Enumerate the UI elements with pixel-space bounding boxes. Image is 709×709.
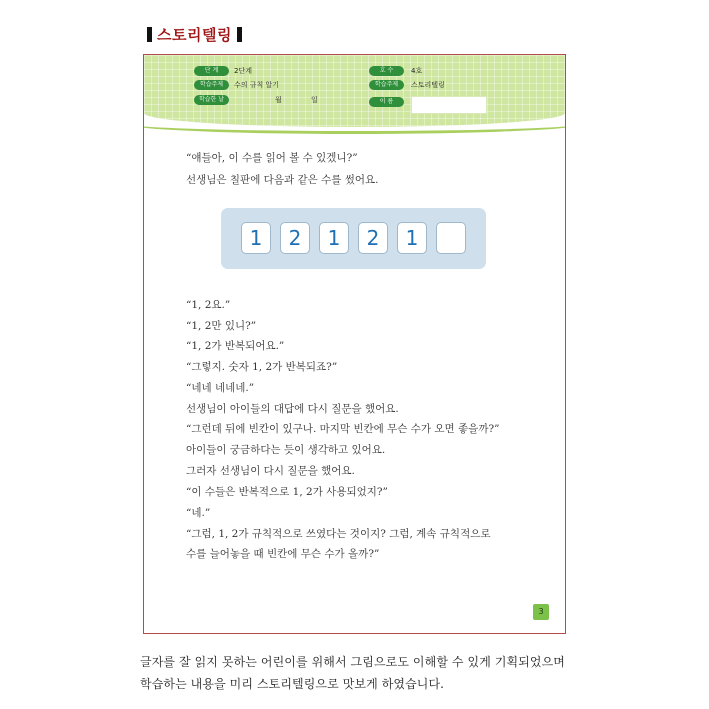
number-box-blank bbox=[436, 222, 466, 254]
number-box: 1 bbox=[397, 222, 427, 254]
dialogue-line: 아이들이 궁금하다는 듯이 생각하고 있어요. bbox=[186, 444, 386, 456]
dialogue-line: 선생님이 아이들의 대답에 다시 질문을 했어요. bbox=[186, 403, 399, 415]
dialogue-line: 그러자 선생님이 다시 질문을 했어요. bbox=[186, 465, 355, 477]
field-value-subtopic: 스토리텔링 bbox=[411, 81, 445, 89]
dialogue-line: “1, 2가 반복되어요.” bbox=[186, 340, 285, 352]
caption-line: 학습하는 내용을 미리 스토리텔링으로 맛보게 하였습니다. bbox=[140, 677, 445, 691]
field-label-level: 단 계 bbox=[194, 66, 229, 76]
field-value-month: 월 bbox=[275, 96, 282, 104]
field-label-subtopic: 학습주제 bbox=[369, 80, 404, 90]
dialogue-line: 수를 늘어놓을 때 빈칸에 무슨 수가 올까?” bbox=[186, 548, 380, 560]
field-value-day: 일 bbox=[311, 96, 318, 104]
field-label-issue: 호 수 bbox=[369, 66, 404, 76]
story-intro-line: “얘들아, 이 수를 읽어 볼 수 있겠니?” bbox=[186, 152, 358, 164]
number-sequence-panel bbox=[221, 208, 486, 269]
field-value-topic: 수의 규칙 알기 bbox=[234, 81, 280, 89]
bar-marker-right bbox=[237, 27, 242, 42]
dialogue-line: “그럼, 1, 2가 규칙적으로 쓰였다는 것이지? 그럼, 계속 규칙적으로 bbox=[186, 528, 491, 540]
dialogue-line: “네네 네네네.” bbox=[186, 382, 255, 394]
field-value-level: 2단계 bbox=[234, 67, 252, 75]
name-field[interactable] bbox=[411, 96, 487, 114]
number-box: 2 bbox=[280, 222, 310, 254]
field-label-name: 이 름 bbox=[369, 97, 404, 107]
number-box: 2 bbox=[358, 222, 388, 254]
section-title bbox=[147, 22, 242, 46]
field-value-issue: 4호 bbox=[411, 67, 423, 75]
page-header bbox=[144, 55, 565, 127]
dialogue-line: “네.” bbox=[186, 507, 211, 519]
dialogue-line: “그렇지. 숫자 1, 2가 반복되죠?” bbox=[186, 361, 338, 373]
field-label-topic: 학습주제 bbox=[194, 80, 229, 90]
workbook-page bbox=[143, 54, 566, 634]
page-number-badge: 3 bbox=[533, 604, 549, 620]
dialogue-line: “1, 2요.” bbox=[186, 299, 231, 311]
header-curve bbox=[143, 113, 566, 134]
caption-line: 글자를 잘 읽지 못하는 어린이를 위해서 그림으로도 이해할 수 있게 기획되었으며 bbox=[140, 655, 565, 669]
section-title-text: 스토리텔링 bbox=[157, 25, 232, 44]
number-box: 1 bbox=[319, 222, 349, 254]
dialogue-line: “1, 2만 있니?” bbox=[186, 320, 257, 332]
bar-marker-left bbox=[147, 27, 152, 42]
number-box: 1 bbox=[241, 222, 271, 254]
field-label-date: 학습한 날 bbox=[194, 95, 229, 105]
dialogue-line: “그런데 뒤에 빈칸이 있구나. 마지막 빈칸에 무슨 수가 오면 좋을까?” bbox=[186, 423, 500, 435]
story-intro-line: 선생님은 칠판에 다음과 같은 수를 썼어요. bbox=[186, 174, 379, 186]
dialogue-line: “이 수들은 반복적으로 1, 2가 사용되었지?” bbox=[186, 486, 388, 498]
